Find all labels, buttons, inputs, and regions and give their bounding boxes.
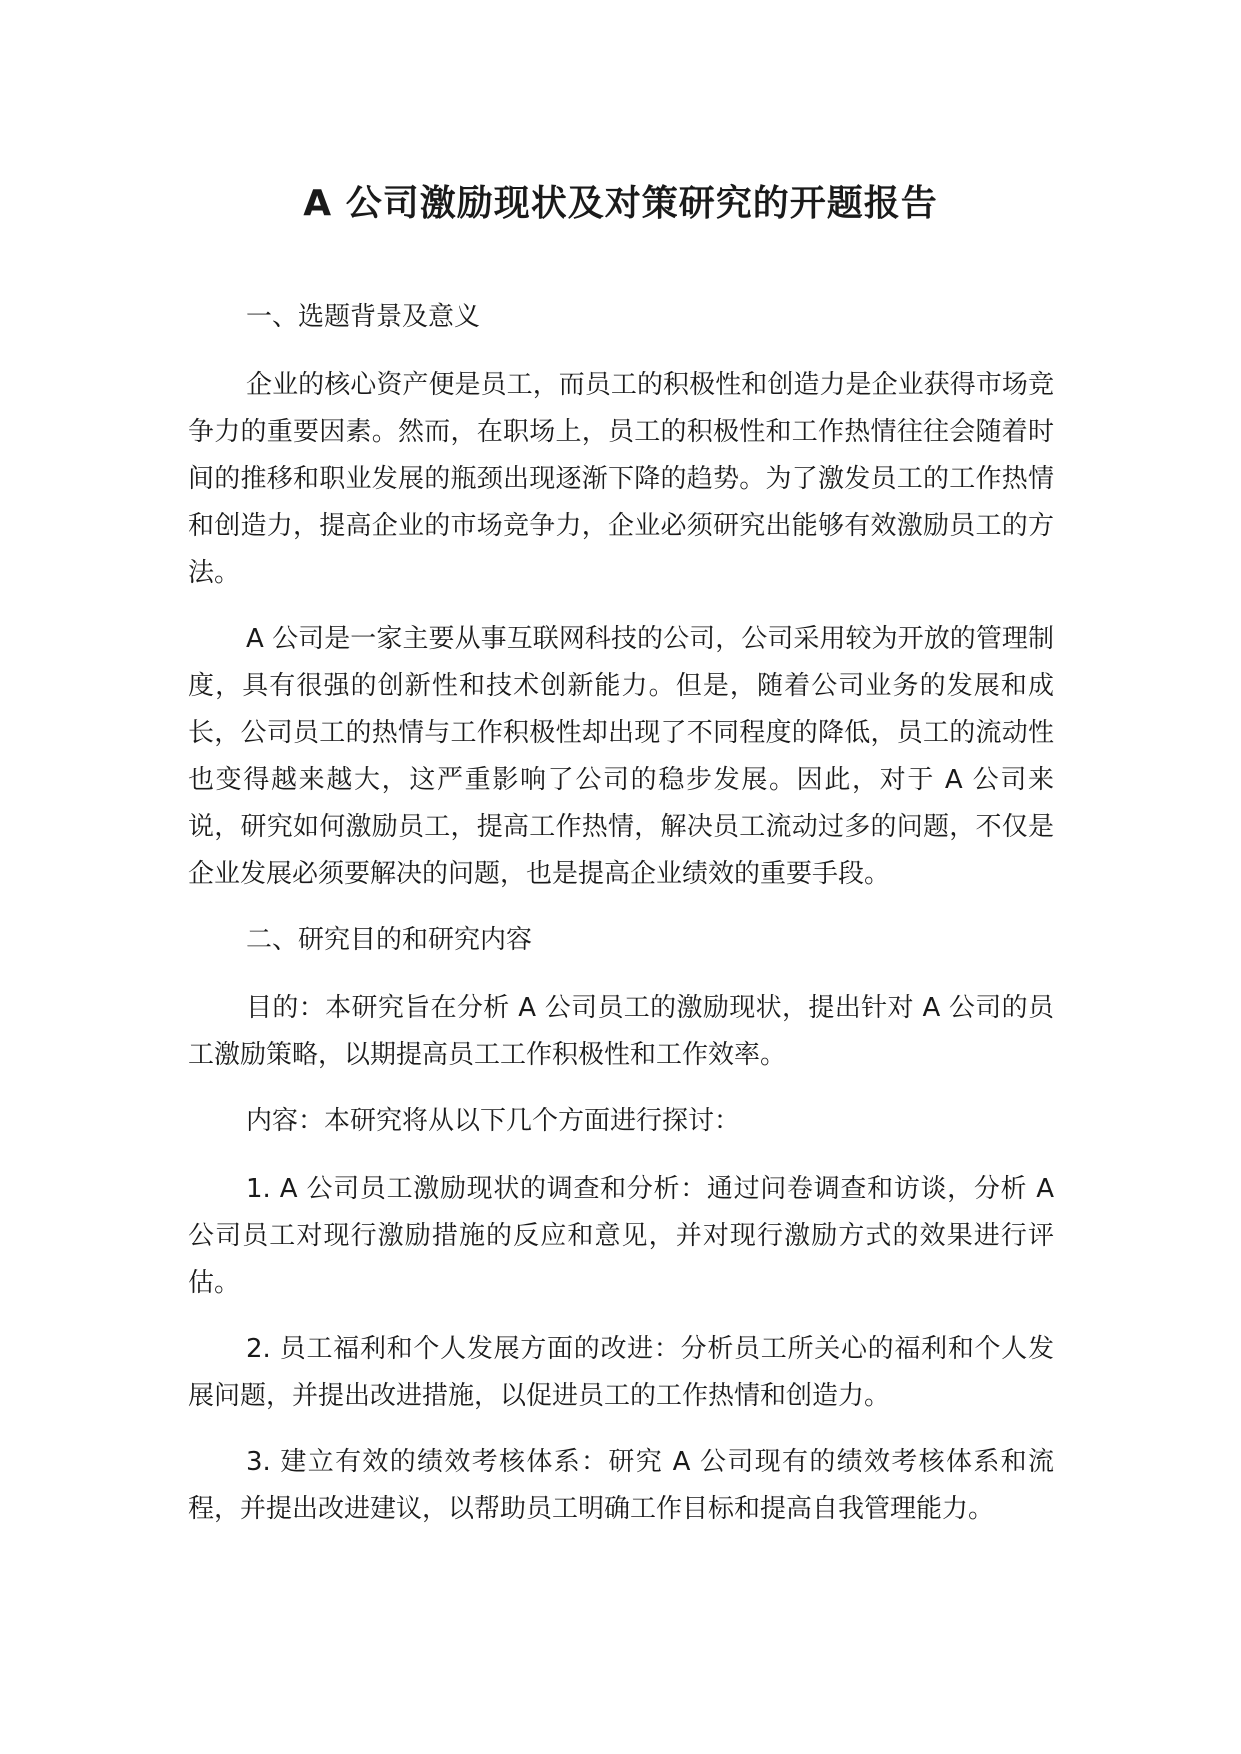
section-heading-background: 一、选题背景及意义: [246, 302, 481, 332]
list-item-1: 1. A 公司员工激励现状的调查和分析：通过问卷调查和访谈，分析 A 公司员工对现行激励措施的反应和意见，并对现行激励方式的效果进行评估。: [188, 1174, 1054, 1298]
paragraph-purpose: 目的：本研究旨在分析 A 公司员工的激励现状，提出针对 A 公司的员工激励策略，以期提高员工工作积极性和工作效率。: [188, 993, 1054, 1070]
document-body: [188, 294, 1054, 1533]
paragraph-background-2: A 公司是一家主要从事互联网科技的公司，公司采用较为开放的管理制度，具有很强的创新性和技术创新能力。但是，随着公司业务的发展和成长，公司员工的热情与工作积极性却出现了不同程度的降低，员工的流动性也变得越来越大，这严重影响了公司的稳步发展。因此，对于 A 公司来说，研究如何激励员工，提高工作热情，解决员工流动过多的问题，不仅是企业发展必须要解决的问题，也是提高企业绩效的重要手段。: [188, 624, 1054, 889]
paragraph-background-1: 企业的核心资产便是员工，而员工的积极性和创造力是企业获得市场竞争力的重要因素。然而，在职场上，员工的积极性和工作热情往往会随着时间的推移和职业发展的瓶颈出现逐渐下降的趋势。为了激发员工的工作热情和创造力，提高企业的市场竞争力，企业必须研究出能够有效激励员工的方法。: [188, 370, 1054, 588]
document-title: A 公司激励现状及对策研究的开题报告: [303, 183, 938, 224]
list-item-2: 2. 员工福利和个人发展方面的改进：分析员工所关心的福利和个人发展问题，并提出改进措施，以促进员工的工作热情和创造力。: [188, 1334, 1054, 1411]
paragraph-content-intro: 内容：本研究将从以下几个方面进行探讨：: [246, 1106, 741, 1136]
section-heading-purpose: 二、研究目的和研究内容: [246, 925, 533, 955]
list-item-3: 3. 建立有效的绩效考核体系：研究 A 公司现有的绩效考核体系和流程，并提出改进建议，以帮助员工明确工作目标和提高自我管理能力。: [188, 1447, 1054, 1524]
